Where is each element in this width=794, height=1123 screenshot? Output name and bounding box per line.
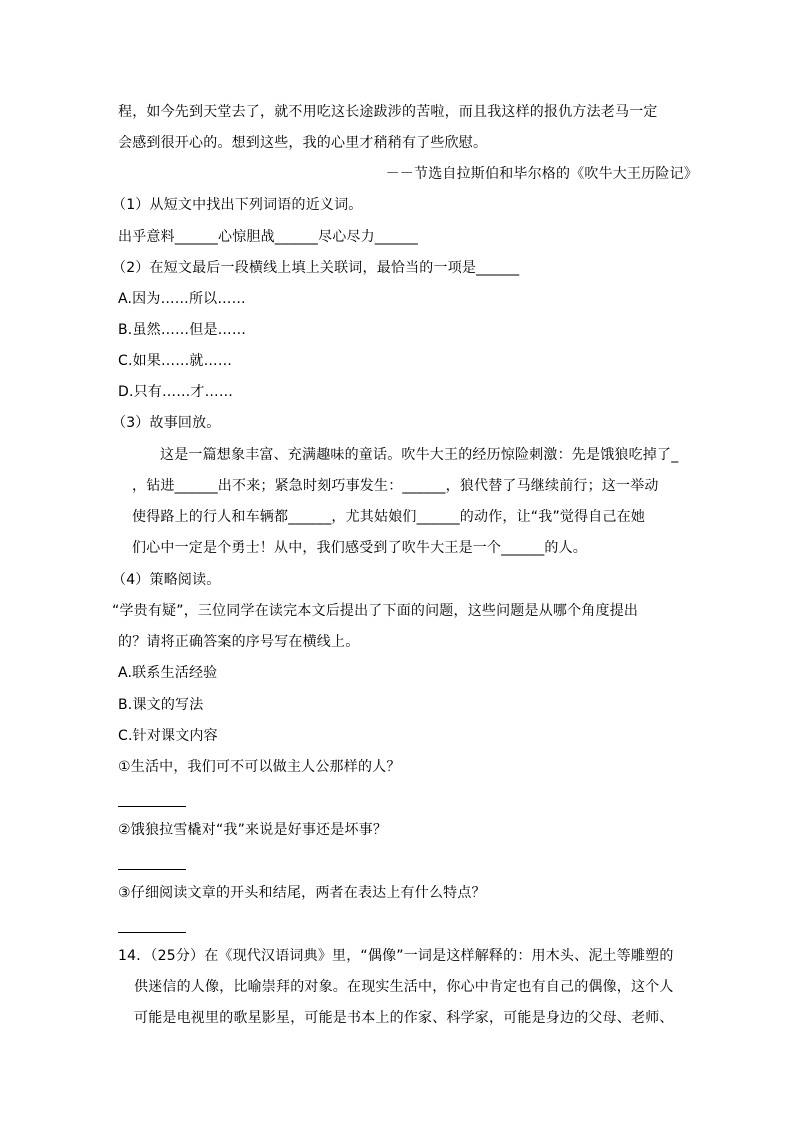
q4-prompt: （4）策略阅读。 [112,572,221,588]
q14-line: 供迷信的人像，比喻崇拜的对象。在现实生活中，你心中肯定也有自己的偶像，这个人 [134,979,674,995]
passage-line: 程，如今先到天堂去了，就不用吃这长途跋涉的苦啦，而且我这样的报仇方法老马一定 [118,104,658,120]
q2-option-d: D.只有……才…… [118,384,234,400]
answer-blank [118,806,186,807]
passage-line: 会感到很开心的。想到这些，我的心里才稍稍有了些欣慰。 [118,135,488,151]
q4-option-a: A.联系生活经验 [118,665,218,681]
q4-question-1: ①生活中，我们可不可以做主人公那样的人？ [118,759,401,775]
q3-line: 们心中一定是个勇士！从中，我们感受到了吹牛大王是一个______的人。 [132,540,587,556]
q2-prompt: （2）在短文最后一段横线上填上关联词，最恰当的一项是______ [112,260,520,276]
q4-question-3: ③仔细阅读文章的开头和结尾，两者在表达上有什么特点？ [118,885,486,901]
q3-line: 使得路上的行人和车辆都______，尤其姑娘们______的动作，让“我”觉得自己在她 [132,509,646,525]
q14-line: 14．（25分）在《现代汉语词典》里，“偶像”一词是这样解释的：用木头、泥土等雕塑的 [118,948,674,964]
q3-line: 这是一篇想象丰富、充满趣味的童话。吹牛大王的经历惊险刺激：先是饿狼吃掉了_ [160,447,679,463]
q2-option-a: A.因为……所以…… [118,291,246,307]
q4-option-c: C.针对课文内容 [118,728,218,744]
answer-blank [118,932,186,933]
q2-option-b: B.虽然……但是…… [118,322,247,338]
q4-question-2: ②饿狼拉雪橇对“我”来说是好事还是坏事？ [118,822,388,838]
q4-option-b: B.课文的写法 [118,697,204,713]
q14-line: 可能是电视里的歌星影星，可能是书本上的作家、科学家，可能是身边的父母、老师、 [134,1010,674,1026]
q4-intro: 的？请将正确答案的序号写在横线上。 [118,634,360,650]
passage-source: －－节选自拉斯伯和毕尔格的《吹牛大王历险记》 [385,166,698,182]
q3-line: ，钻进______出不来；紧急时刻巧事发生：______，狼代替了马继续前行；这一举动 [132,478,659,494]
q3-prompt: （3）故事回放。 [112,415,221,431]
answer-blank [118,869,186,870]
q2-option-c: C.如果……就…… [118,353,233,369]
q4-intro: “学贵有疑”，三位同学在读完本文后提出了下面的问题，这些问题是从哪个角度提出 [112,603,639,619]
q1-words: 出乎意料______心惊胆战______尽心尽力______ [118,229,418,245]
q1-prompt: （1）从短文中找出下列词语的近义词。 [112,197,363,213]
